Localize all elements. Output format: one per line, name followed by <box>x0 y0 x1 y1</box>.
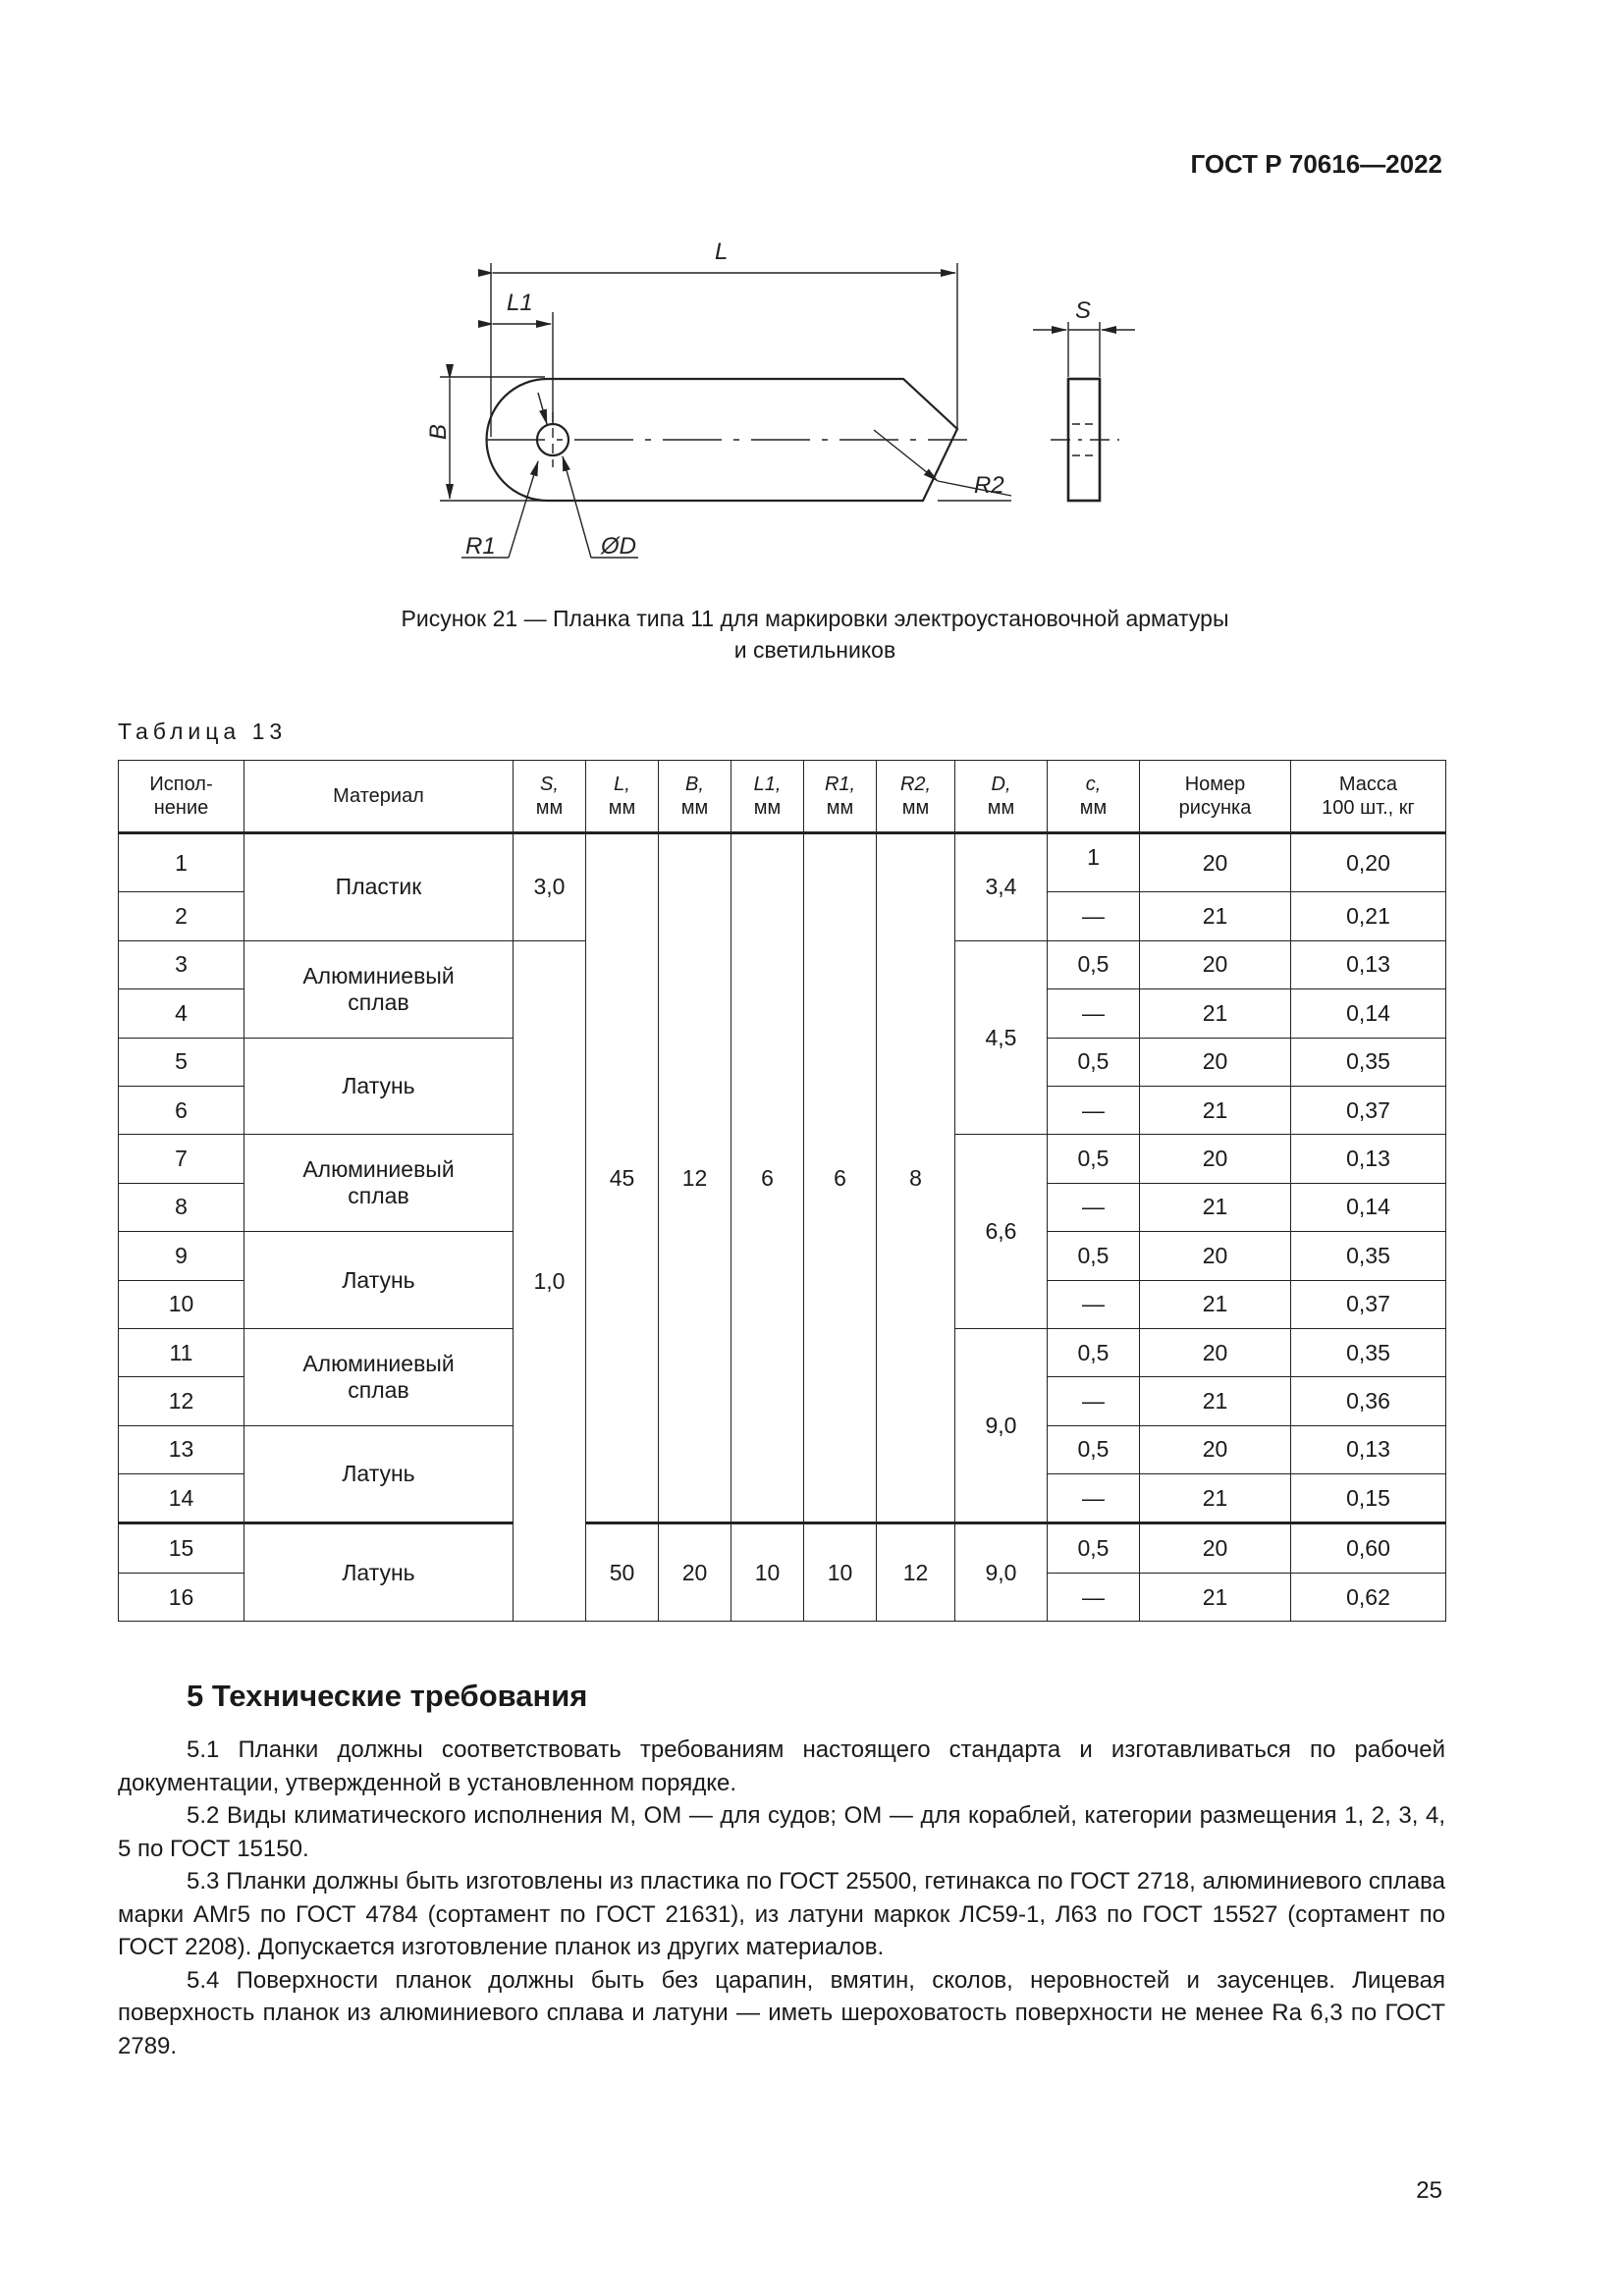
cell-d: 3,4 <box>955 833 1048 941</box>
cell-mass: 0,37 <box>1291 1086 1446 1134</box>
cell-material: Латунь <box>244 1232 514 1329</box>
cell-mass: 0,35 <box>1291 1328 1446 1376</box>
cell-d: 9,0 <box>955 1328 1048 1523</box>
cell-c: 0,5 <box>1048 1425 1140 1473</box>
cell-b: 12 <box>659 833 731 1523</box>
cell-mass: 0,36 <box>1291 1377 1446 1425</box>
cell-mass: 0,62 <box>1291 1573 1446 1621</box>
label-S: S <box>1075 297 1092 324</box>
label-L: L <box>715 239 729 265</box>
cell-c: 1 <box>1048 833 1140 892</box>
cell-r1: 6 <box>804 833 877 1523</box>
table-title: Таблица 13 <box>118 719 288 744</box>
cell-n: 3 <box>119 940 244 988</box>
cell-r2: 8 <box>877 833 955 1523</box>
cell-material: Латунь <box>244 1523 514 1622</box>
col-r2: R2, мм <box>877 761 955 833</box>
technical-drawing <box>0 0 1624 589</box>
cell-c: — <box>1048 1183 1140 1231</box>
col-r1: R1, мм <box>804 761 877 833</box>
cell-n: 6 <box>119 1086 244 1134</box>
cell-mass: 0,15 <box>1291 1474 1446 1523</box>
cell-b: 20 <box>659 1523 731 1622</box>
section-body <box>118 1734 1445 2062</box>
paragraph: 5.2 Виды климатического исполнения М, ОМ — для судов; ОМ — для кораблей, категории размещения 1, 2, 3, 4, 5 по ГОСТ 15150. <box>118 1802 1445 1862</box>
col-l1: L1, мм <box>731 761 804 833</box>
cell-c: 0,5 <box>1048 1328 1140 1376</box>
col-figure: Номер рисунка <box>1140 761 1291 833</box>
cell-fig: 21 <box>1140 1474 1291 1523</box>
cell-s: 3,0 <box>514 833 586 941</box>
table-row <box>119 833 1446 892</box>
cell-material: Алюминиевый сплав <box>244 1328 514 1425</box>
cell-c: — <box>1048 1377 1140 1425</box>
cell-c: 0,5 <box>1048 1232 1140 1280</box>
cell-d: 9,0 <box>955 1523 1048 1622</box>
cell-fig: 21 <box>1140 1183 1291 1231</box>
cell-material: Алюминиевый сплав <box>244 1135 514 1232</box>
label-R1: R1 <box>465 533 496 560</box>
cell-fig: 20 <box>1140 1425 1291 1473</box>
cell-fig: 21 <box>1140 989 1291 1038</box>
cell-mass: 0,14 <box>1291 1183 1446 1231</box>
cell-mass: 0,35 <box>1291 1232 1446 1280</box>
col-ispolnenie: Испол- нение <box>119 761 244 833</box>
spec-table <box>118 760 1446 1622</box>
cell-material: Алюминиевый сплав <box>244 940 514 1038</box>
cell-c: — <box>1048 1573 1140 1621</box>
cell-n: 12 <box>119 1377 244 1425</box>
cell-r1: 10 <box>804 1523 877 1622</box>
cell-mass: 0,37 <box>1291 1280 1446 1328</box>
cell-d: 4,5 <box>955 940 1048 1135</box>
cell-material: Пластик <box>244 833 514 941</box>
cell-material: Латунь <box>244 1425 514 1523</box>
cell-n: 2 <box>119 892 244 940</box>
cell-c: — <box>1048 1086 1140 1134</box>
cell-n: 4 <box>119 989 244 1038</box>
cell-fig: 20 <box>1140 940 1291 988</box>
cell-n: 8 <box>119 1183 244 1231</box>
col-mass: Масса 100 шт., кг <box>1291 761 1446 833</box>
page-number: 25 <box>1416 2177 1442 2204</box>
cell-material: Латунь <box>244 1038 514 1135</box>
label-B: B <box>425 423 452 440</box>
section-title: 5 Технические требования <box>187 1679 588 1713</box>
figure-caption <box>295 603 1335 666</box>
cell-n: 13 <box>119 1425 244 1473</box>
cell-mass: 0,35 <box>1291 1038 1446 1086</box>
label-L1: L1 <box>507 290 533 316</box>
col-s: S, мм <box>514 761 586 833</box>
table-row <box>119 1523 1446 1573</box>
cell-fig: 20 <box>1140 1038 1291 1086</box>
paragraph: 5.3 Планки должны быть изготовлены из пластика по ГОСТ 25500, гетинакса по ГОСТ 2718, алюминиевого сплава марки АМг5 по ГОСТ 4784 (сортамент по ГОСТ 21631), из латуни маркок ЛС59-1, Л63 по ГОСТ 15527 (сортамент по ГОСТ 2208). Допускается изготовление планок из других материалов. <box>118 1868 1445 1960</box>
cell-mass: 0,14 <box>1291 989 1446 1038</box>
cell-mass: 0,20 <box>1291 833 1446 892</box>
drawing-svg <box>0 0 1624 589</box>
cell-l: 45 <box>586 833 659 1523</box>
leader-D <box>563 456 591 558</box>
leader-R2 <box>874 430 938 481</box>
cell-fig: 20 <box>1140 1232 1291 1280</box>
figure-caption-line: и светильников <box>733 637 896 663</box>
col-l: L, мм <box>586 761 659 833</box>
cell-c: — <box>1048 989 1140 1038</box>
col-b: B, мм <box>659 761 731 833</box>
cell-l1: 10 <box>731 1523 804 1622</box>
cell-n: 1 <box>119 833 244 892</box>
cell-n: 11 <box>119 1328 244 1376</box>
cell-d: 6,6 <box>955 1135 1048 1329</box>
label-R2: R2 <box>974 472 1004 499</box>
cell-mass: 0,21 <box>1291 892 1446 940</box>
cell-fig: 21 <box>1140 1573 1291 1621</box>
cell-n: 10 <box>119 1280 244 1328</box>
cell-fig: 20 <box>1140 1135 1291 1183</box>
cell-c: 0,5 <box>1048 1038 1140 1086</box>
cell-c: 0,5 <box>1048 940 1140 988</box>
cell-fig: 21 <box>1140 1086 1291 1134</box>
table-header-row <box>119 761 1446 833</box>
cell-n: 9 <box>119 1232 244 1280</box>
cell-mass: 0,13 <box>1291 1135 1446 1183</box>
figure-caption-line: Рисунок 21 — Планка типа 11 для маркировки электроустановочной арматуры <box>401 606 1229 631</box>
cell-fig: 20 <box>1140 1523 1291 1573</box>
cell-n: 15 <box>119 1523 244 1573</box>
leader-R1 <box>509 461 538 558</box>
cell-n: 16 <box>119 1573 244 1621</box>
cell-c: 0,5 <box>1048 1523 1140 1573</box>
cell-c: — <box>1048 1280 1140 1328</box>
cell-l1: 6 <box>731 833 804 1523</box>
cell-r2: 12 <box>877 1523 955 1622</box>
cell-fig: 20 <box>1140 1328 1291 1376</box>
standard-code: ГОСТ Р 70616—2022 <box>1190 149 1442 179</box>
cell-c: — <box>1048 892 1140 940</box>
col-d: D, мм <box>955 761 1048 833</box>
col-c: c, мм <box>1048 761 1140 833</box>
col-material: Материал <box>244 761 514 833</box>
cell-n: 14 <box>119 1474 244 1523</box>
cell-c: 0,5 <box>1048 1135 1140 1183</box>
paragraph: 5.1 Планки должны соответствовать требованиям настоящего стандарта и изготавливаться по рабочей документации, утвержденной в установленном порядке. <box>118 1736 1445 1796</box>
paragraph: 5.4 Поверхности планок должны быть без царапин, вмятин, сколов, неровностей и заусенцев. Лицевая поверхность планок из алюминиевого сплава и латуни — иметь шероховатость поверхности не менее Ra 6,3 по ГОСТ 2789. <box>118 1966 1445 2059</box>
cell-c: — <box>1048 1474 1140 1523</box>
cell-n: 7 <box>119 1135 244 1183</box>
cell-fig: 21 <box>1140 1377 1291 1425</box>
cell-fig: 21 <box>1140 892 1291 940</box>
cell-mass: 0,13 <box>1291 940 1446 988</box>
cell-mass: 0,60 <box>1291 1523 1446 1573</box>
cell-mass: 0,13 <box>1291 1425 1446 1473</box>
cell-fig: 20 <box>1140 833 1291 892</box>
cell-fig: 21 <box>1140 1280 1291 1328</box>
cell-s: 1,0 <box>514 940 586 1621</box>
cell-n: 5 <box>119 1038 244 1086</box>
cell-l: 50 <box>586 1523 659 1622</box>
label-D: ØD <box>601 533 636 560</box>
